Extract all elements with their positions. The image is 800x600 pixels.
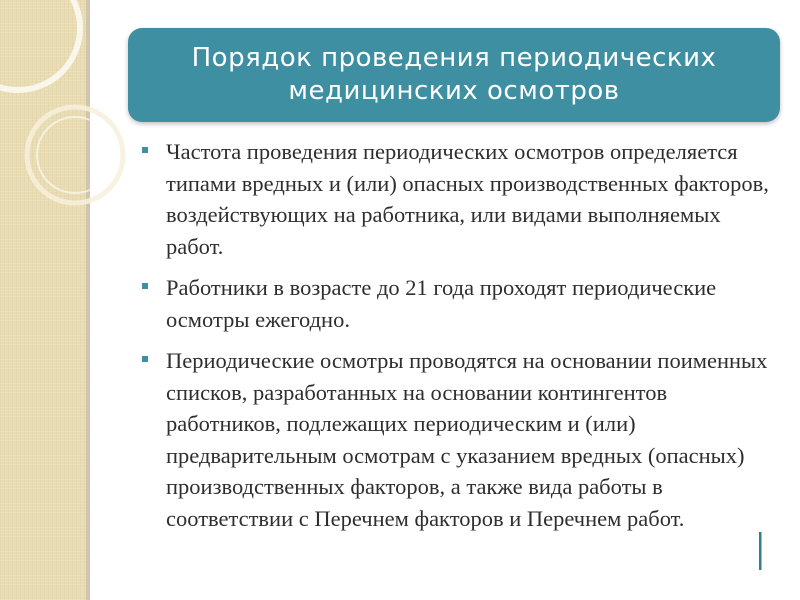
square-bullet-icon	[142, 283, 148, 289]
bullet-list	[142, 136, 782, 544]
bullet-item	[142, 136, 782, 262]
text-cursor-icon	[757, 532, 763, 570]
circle-ornament-icon	[0, 0, 140, 260]
slide-title-box	[128, 28, 780, 122]
bullet-text: Работники в возрасте до 21 года проходят периодические осмотры ежегодно.	[166, 275, 717, 332]
slide-title: Порядок проведения периодических медицинских осмотров	[191, 43, 717, 106]
bullet-item	[142, 272, 782, 335]
square-bullet-icon	[142, 356, 148, 362]
bullet-item	[142, 345, 782, 534]
bullet-text: Периодические осмотры проводятся на основании поименных списков, разработанных на основании контингентов работников, подлежащих периодическим и (или) предварительным осмотрам с указанием вредных (опасных) производственных факторов, а также вида работы в соответствии с Перечнем факторов и Перечнем работ.	[166, 348, 768, 531]
square-bullet-icon	[142, 147, 148, 153]
bullet-text: Частота проведения периодических осмотров определяется типами вредных и (или) опасных производственных факторов, воздействующих на работника, или видами выполняемых работ.	[166, 139, 769, 259]
